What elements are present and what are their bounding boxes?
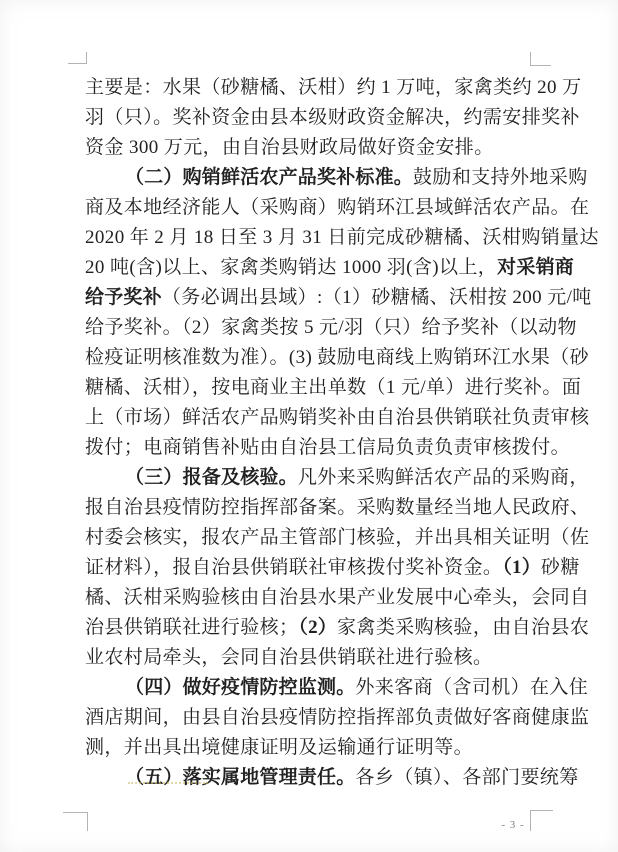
margin-corner-mark-top-left (68, 52, 87, 64)
text-segment: 外来客商（含司机）在入住 (355, 677, 589, 698)
text-line (85, 673, 589, 703)
text-line (85, 223, 599, 253)
bold-text-segment: （2） (298, 617, 338, 638)
bold-text-segment: （四）做好疫情防控监测。 (125, 677, 356, 698)
text-segment: 报自治县疫情防控指挥部备案。采购数量经当地人民政府、 (85, 497, 590, 518)
text-segment: 村委会核实，报农产品主管部门核验，并出具相关证明（佐 (85, 527, 590, 548)
bold-text-segment: （二）购销鲜活农产品奖补标准。 (125, 167, 414, 188)
text-segment: 商及本地经济能人（采购商）购销环江县域鲜活农产品。在 (85, 197, 590, 218)
text-line (85, 553, 580, 583)
text-segment: 证材料），报自治县供销联社审核拨付奖补资金。 (85, 557, 503, 578)
text-line (85, 73, 582, 103)
bold-text-segment: （三）报备及核验。 (125, 467, 298, 488)
text-line (85, 463, 589, 493)
text-segment: 砂糖 (540, 557, 580, 578)
text-segment: 酒店期间，由县自治县疫情防控指挥部负责做好客商健康监 (85, 707, 590, 728)
text-segment: 凡外来采购鲜活农产品的采购商， (297, 467, 589, 488)
text-segment: （务必调出县域）:（1）砂糖橘、沃柑按 200 元/吨 (161, 287, 592, 308)
text-segment: 治县供销联社进行验核； (85, 617, 299, 638)
text-line (85, 703, 590, 733)
text-line (85, 763, 579, 793)
text-segment: 鼓励和支持外地采购 (413, 167, 588, 188)
text-line (85, 343, 590, 373)
text-line (85, 613, 590, 643)
text-segment: 检疫证明核准数为准）。(3) 鼓励电商线上购销环江水果（砂 (85, 347, 590, 368)
text-segment: 上（市场）鲜活农产品购销奖补由自治县供销联社负责审核 (85, 407, 590, 428)
text-line (85, 493, 590, 523)
text-segment: 主要是：水果（砂糖橘、沃柑）约 1 万吨，家禽类约 20 万 (85, 77, 582, 98)
text-line (85, 193, 590, 223)
text-block (85, 73, 599, 793)
text-line (85, 313, 577, 343)
text-segment: 羽（只）。奖补资金由县本级财政资金解决，约需安排奖补 (85, 107, 580, 128)
text-line (85, 583, 590, 613)
text-segment: 20 吨(含)以上、家禽类购销达 1000 羽(含)以上， (85, 257, 498, 278)
text-line (85, 733, 531, 763)
text-segment: 糖橘、沃柑），按电商业主出单数（1 元/单）进行奖补。面 (85, 377, 582, 398)
text-segment: 业农村局牵头，会同自治县供销联社进行验核。 (85, 647, 493, 668)
text-line (85, 403, 590, 433)
text-segment: 家禽类采购核验，由自治县农 (337, 617, 590, 638)
text-line (85, 523, 590, 553)
text-line (85, 163, 588, 193)
margin-corner-mark-bottom-left (63, 812, 88, 831)
text-line (85, 643, 531, 673)
text-line (85, 253, 574, 283)
bold-text-segment: 对采销商 (497, 257, 574, 278)
text-segment: 拨付；电商销售补贴由自治县工信局负责负责审核拨付。 (85, 437, 571, 458)
margin-corner-mark-top-right (530, 52, 551, 66)
text-segment: 各乡（镇）、各部门要统筹 (355, 767, 579, 788)
bold-text-segment: （五）落实属地管理责任。 (125, 767, 356, 788)
text-segment: 橘、沃柑采购验核由自治县水果产业发展中心牵头，会同自 (85, 587, 590, 608)
text-segment: 给予奖补。（2）家禽类按 5 元/羽（只）给予奖补（以动物 (85, 317, 577, 338)
text-segment: 资金 300 万元，由自治县财政局做好资金安排。 (85, 137, 494, 158)
text-line (85, 133, 531, 163)
text-line (85, 103, 580, 133)
text-line (85, 373, 582, 403)
text-line (85, 283, 592, 313)
page-number: - 3 - (501, 819, 525, 831)
text-segment: 2020 年 2 月 18 日至 3 月 31 日前完成砂糖橘、沃柑购销量达 (85, 227, 599, 248)
margin-corner-mark-bottom-right (530, 810, 553, 831)
bold-text-segment: 给予奖补 (85, 287, 162, 308)
bold-text-segment: （1） (502, 557, 541, 578)
text-segment: 测，并出具出境健康证明及运输通行证明等。 (85, 737, 474, 758)
text-line (85, 433, 571, 463)
